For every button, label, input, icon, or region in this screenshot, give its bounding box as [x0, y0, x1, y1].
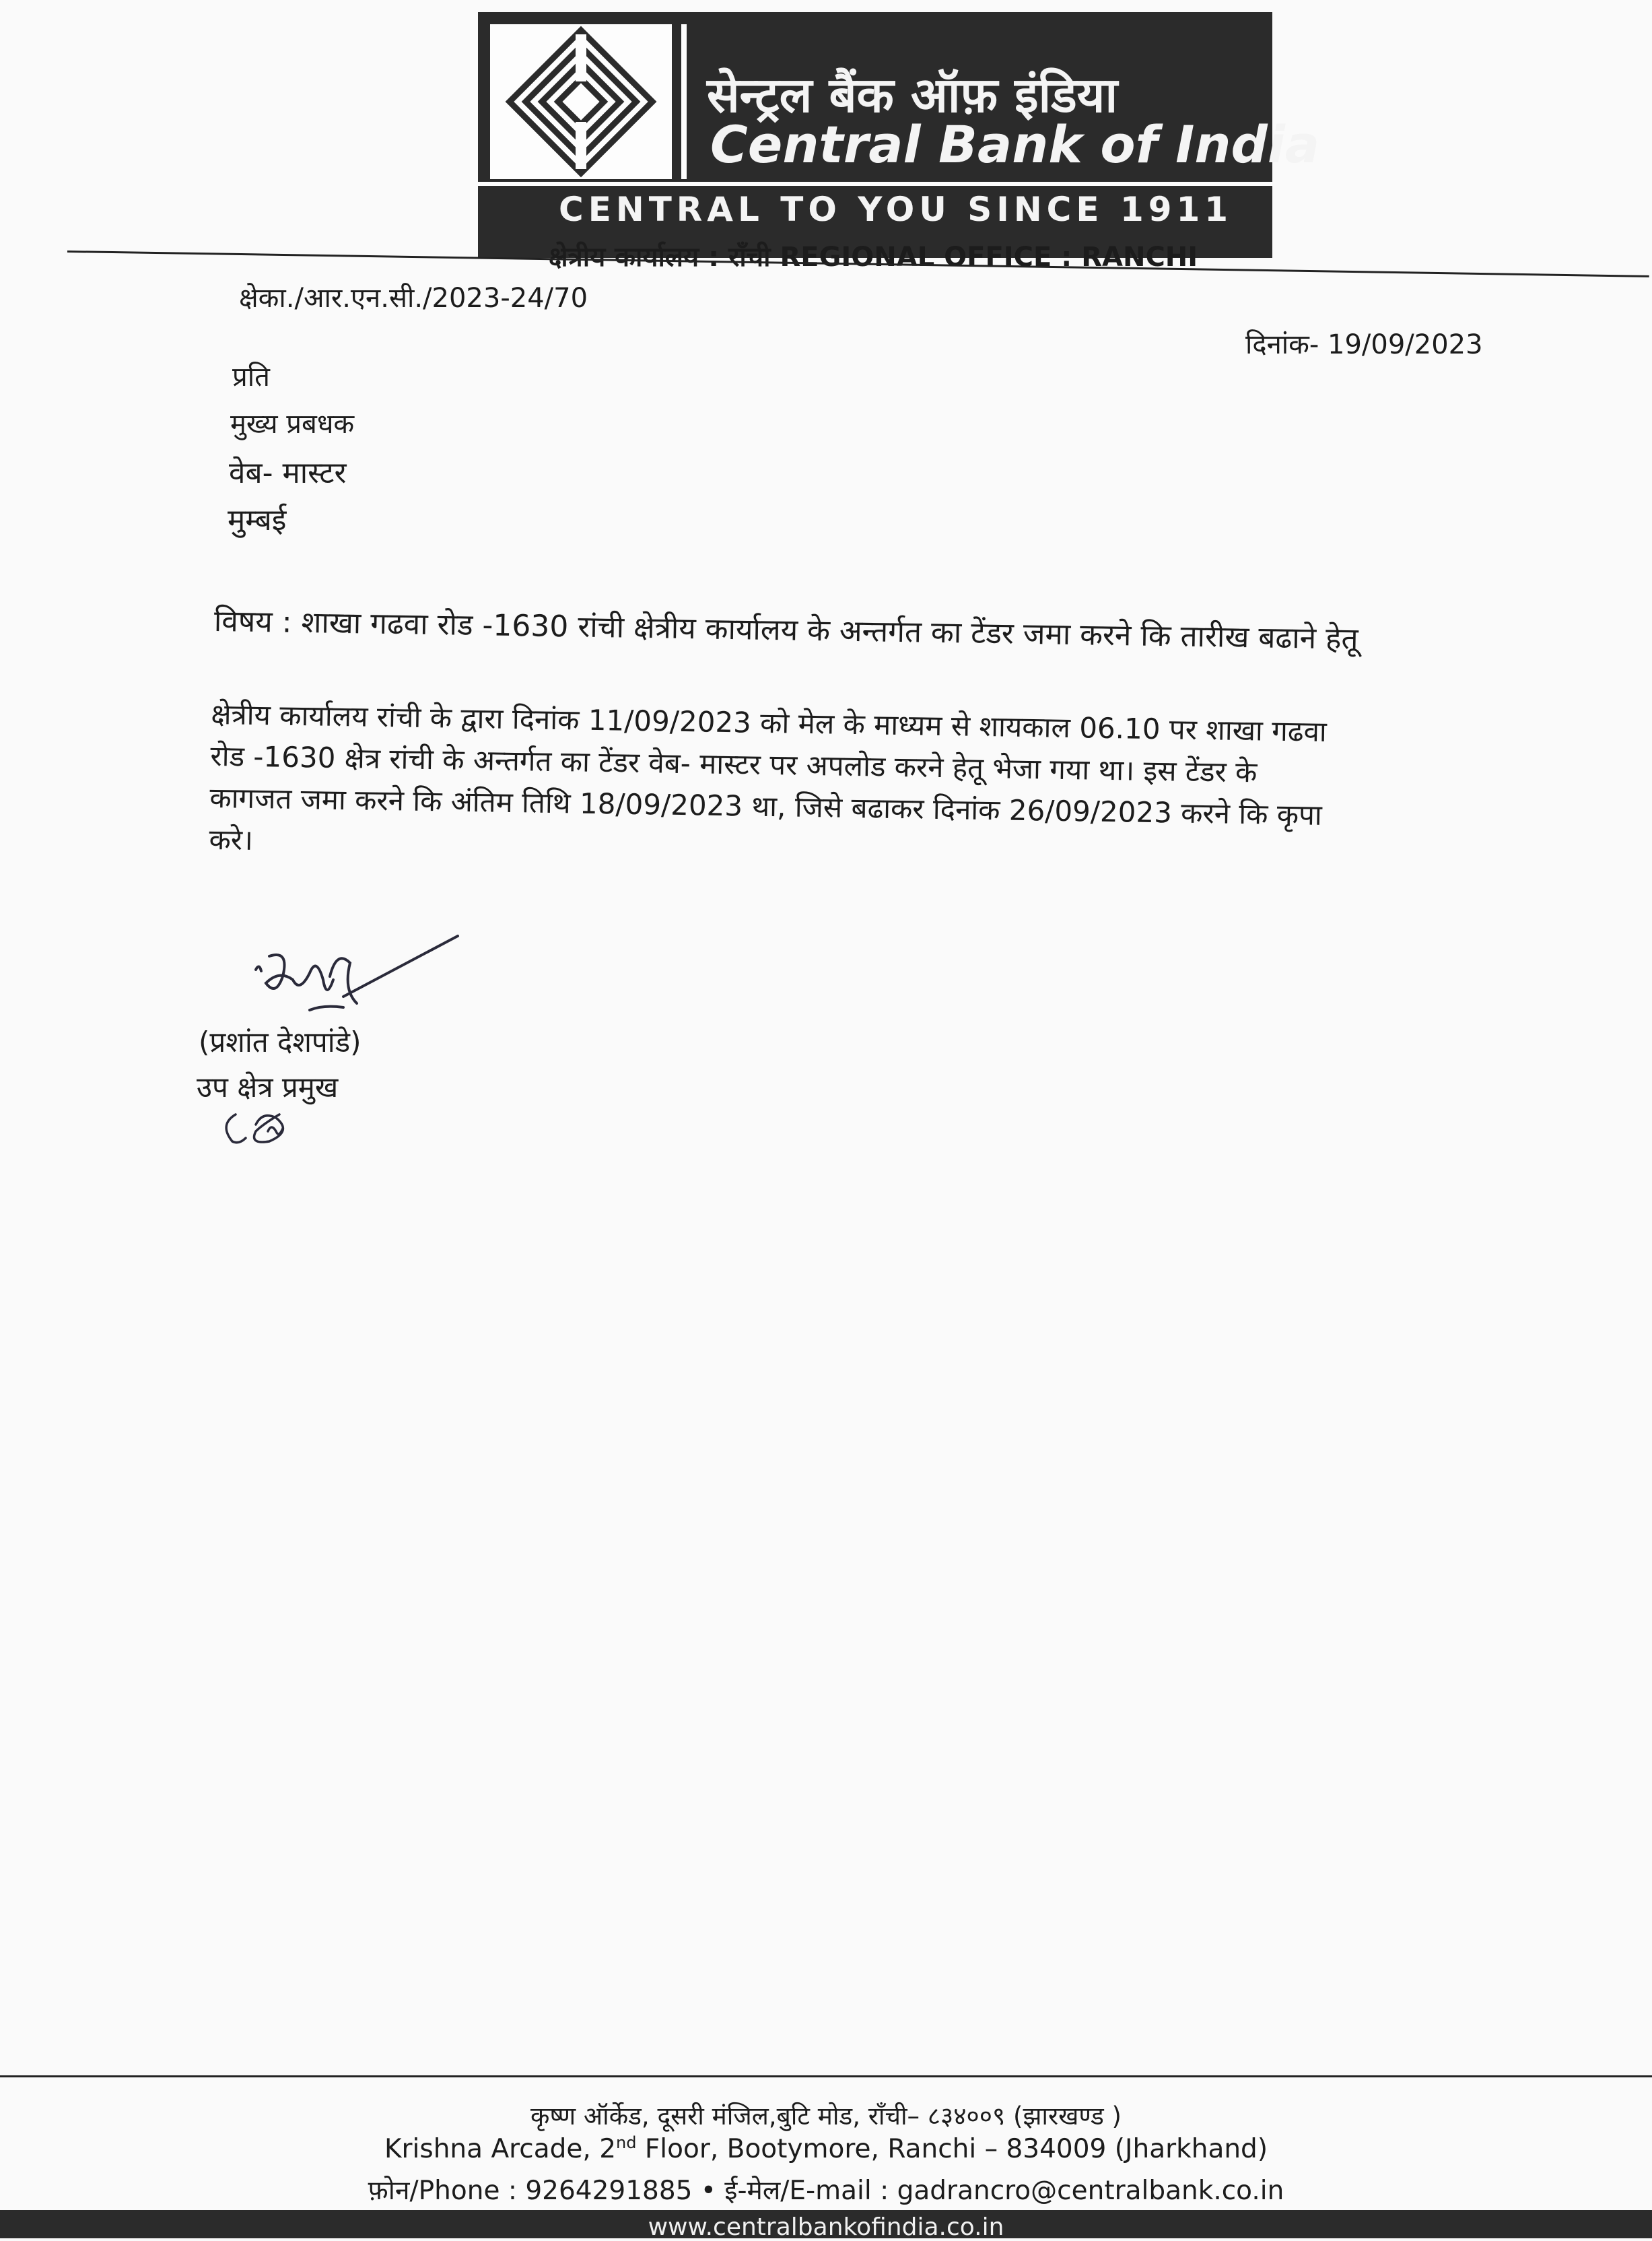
logo-divider	[681, 24, 687, 179]
tagline-separator	[478, 182, 1272, 186]
interlocking-squares-logo-icon	[490, 24, 672, 179]
footer-address-ordinal: nd	[616, 2133, 637, 2152]
body-line: कागजत जमा करने कि अंतिम तिथि 18/09/2023 था, जिसे बढाकर दिनांक 26/09/2023 करने कि कृपा	[209, 780, 1323, 832]
bank-name-hindi: सेन्ट्रल बैंक ऑफ़ इंडिया	[707, 67, 1118, 123]
bank-name-english: Central Bank of India	[710, 114, 1320, 174]
body-line: करे।	[209, 822, 254, 857]
footer-address-part: Floor, Bootymore, Ranchi – 834009 (Jharkhand)	[636, 2134, 1268, 2164]
signatory-name: (प्रशांत देशपांडे)	[199, 1026, 362, 1059]
signatory-title: उप क्षेत्र प्रमुख	[197, 1071, 339, 1104]
regional-office-line: क्षेत्रीय कार्यालय : राँची REGIONAL OFFICE : RANCHI	[549, 242, 1198, 273]
letter-subject: विषय : शाखा गढवा रोड -1630 रांची क्षेत्रीय कार्यालय के अन्तर्गत का टेंडर जमा करने कि तारीख बढाने हेतू	[213, 604, 1358, 657]
recipient-salutation: प्रति	[232, 362, 270, 393]
body-line: रोड -1630 क्षेत्र रांची के अन्तर्गत का टेंडर वेब- मास्टर पर अपलोड करने हेतू भेजा गया था। इस टेंडर के	[210, 739, 1258, 789]
letter-date: दिनांक- 19/09/2023	[1245, 329, 1483, 360]
bank-tagline: CENTRAL TO YOU SINCE 1911	[559, 190, 1233, 229]
footer-contact: फ़ोन/Phone : 9264291885 • ई-मेल/E-mail : gadrancro@centralbank.co.in	[368, 2176, 1284, 2206]
footer-rule	[0, 2075, 1652, 2077]
body-line: क्षेत्रीय कार्यालय रांची के द्वारा दिनांक 11/09/2023 को मेल के माध्यम से शायकाल 06.10 पर शाखा गढवा	[211, 698, 1328, 749]
handwritten-initials	[215, 1104, 323, 1151]
letter-body	[209, 694, 1477, 880]
footer-website: www.centralbankofindia.co.in	[648, 2213, 1004, 2241]
footer-address-part: Krishna Arcade, 2	[384, 2134, 617, 2164]
reference-number: क्षेका./आर.एन.सी./2023-24/70	[239, 283, 588, 314]
bank-logo-emblem	[490, 24, 672, 179]
footer-address-english	[0, 2133, 1652, 2164]
recipient-city: मुम्बई	[228, 503, 287, 537]
recipient-department: वेब- मास्टर	[229, 456, 347, 490]
recipient-designation: मुख्य प्रबधक	[230, 409, 355, 440]
footer-address-hindi: कृष्ण ऑर्केड, दूसरी मंजिल,बुटि मोड, राँची– ८३४००९ (झारखण्ड )	[530, 2102, 1122, 2131]
